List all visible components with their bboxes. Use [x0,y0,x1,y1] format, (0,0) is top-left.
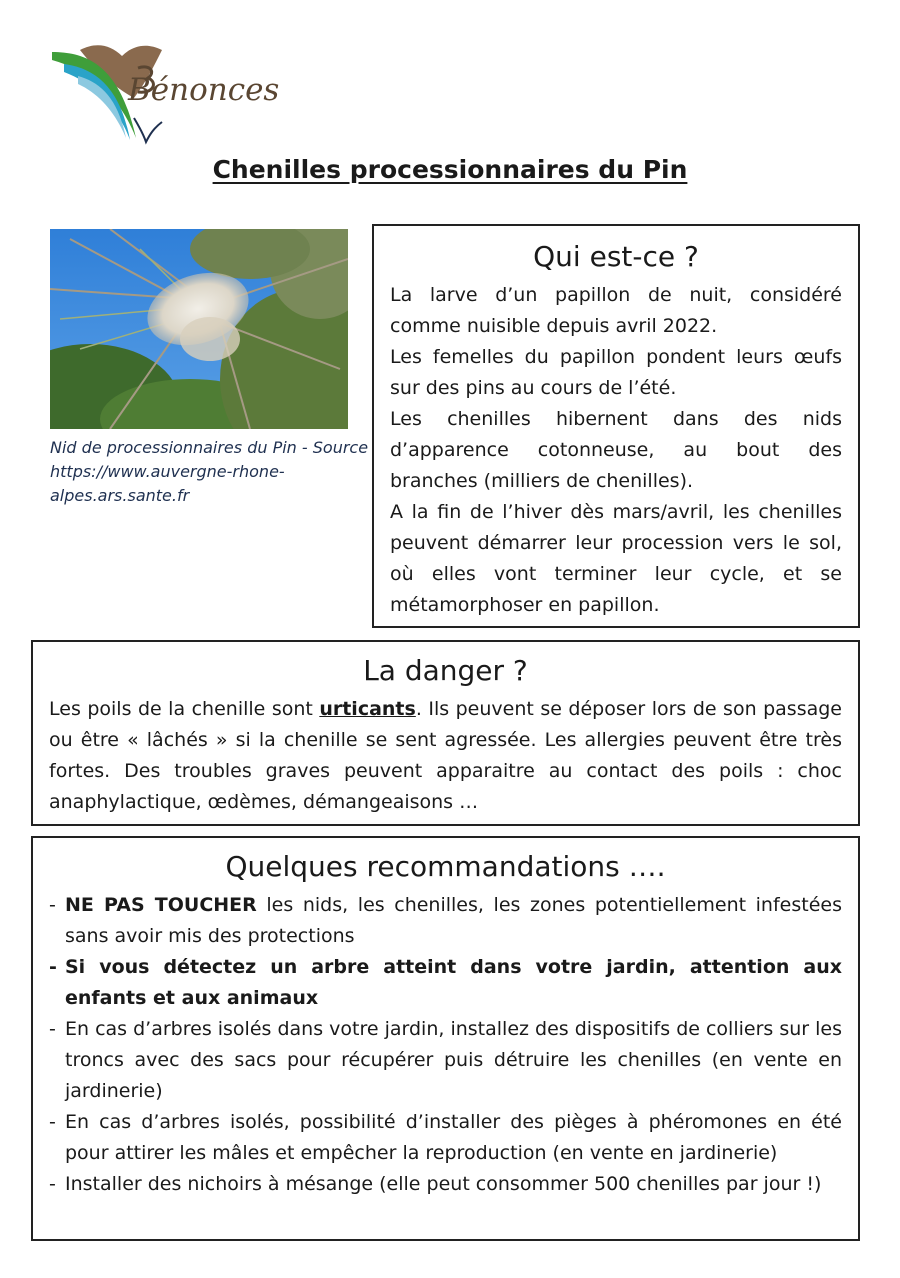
page-title: Chenilles processionnaires du Pin [212,155,688,184]
who-heading: Qui est-ce ? [533,240,699,273]
list-item-text: les nids, les chenilles, les zones potentiellement infestées sans avoir mis des protections [65,894,842,947]
who-paragraph: La larve d’un papillon de nuit, considéré comme nuisible depuis avril 2022. [390,284,842,337]
danger-keyword: urticants [319,698,416,720]
who-paragraph: A la fin de l’hiver dès mars/avril, les chenilles peuvent démarrer leur procession vers le sol, où elles vont terminer leur cycle, et se métamorphoser en papillon. [390,501,842,616]
list-item: - En cas d’arbres isolés dans votre jardin, installez des dispositifs de colliers sur les troncs avec des sacs pour récupérer puis détruire les chenilles (en vente en jardinerie) [49,1014,842,1107]
danger-box [31,640,860,826]
danger-text-after: . Ils peuvent se déposer lors de son passage ou être « lâchés » si la chenille se sent agressée. Les allergies peuvent être très fortes. Des troubles graves peuvent apparaitre au contact des poils : choc anaphylactique, œdèmes, démangeaisons … [49,698,842,813]
list-item: - Installer des nichoirs à mésange (elle peut consommer 500 chenilles par jour !) [49,1169,842,1200]
recommendations-heading: Quelques recommandations …. [225,850,666,883]
danger-text-before: Les poils de la chenille sont [49,698,320,720]
logo-text: Bénonces [128,72,280,108]
list-item: - Si vous détectez un arbre atteint dans votre jardin, attention aux enfants et aux animaux [49,952,842,1014]
logo [50,38,300,146]
who-paragraph: Les femelles du papillon pondent leurs œufs sur des pins au cours de l’été. [390,346,842,399]
who-paragraph: Les chenilles hibernent dans des nids d’apparence cotonneuse, au bout des branches (milliers de chenilles). [390,408,842,492]
list-item-bold: NE PAS TOUCHER [65,894,257,916]
danger-heading: La danger ? [363,654,528,687]
list-item [49,890,842,952]
recommendations-box [31,836,860,1241]
list-item: - En cas d’arbres isolés, possibilité d’installer des pièges à phéromones en été pour attirer les mâles et empêcher la reproduction (en vente en jardinerie) [49,1107,842,1169]
who-box [372,224,860,628]
recommendations-list [49,890,842,1200]
danger-text [49,694,842,818]
photo-caption: Nid de processionnaires du Pin - Source https://www.auvergne-rhone-alpes.ars.sante.fr [50,438,369,505]
nest-photo [50,229,348,429]
